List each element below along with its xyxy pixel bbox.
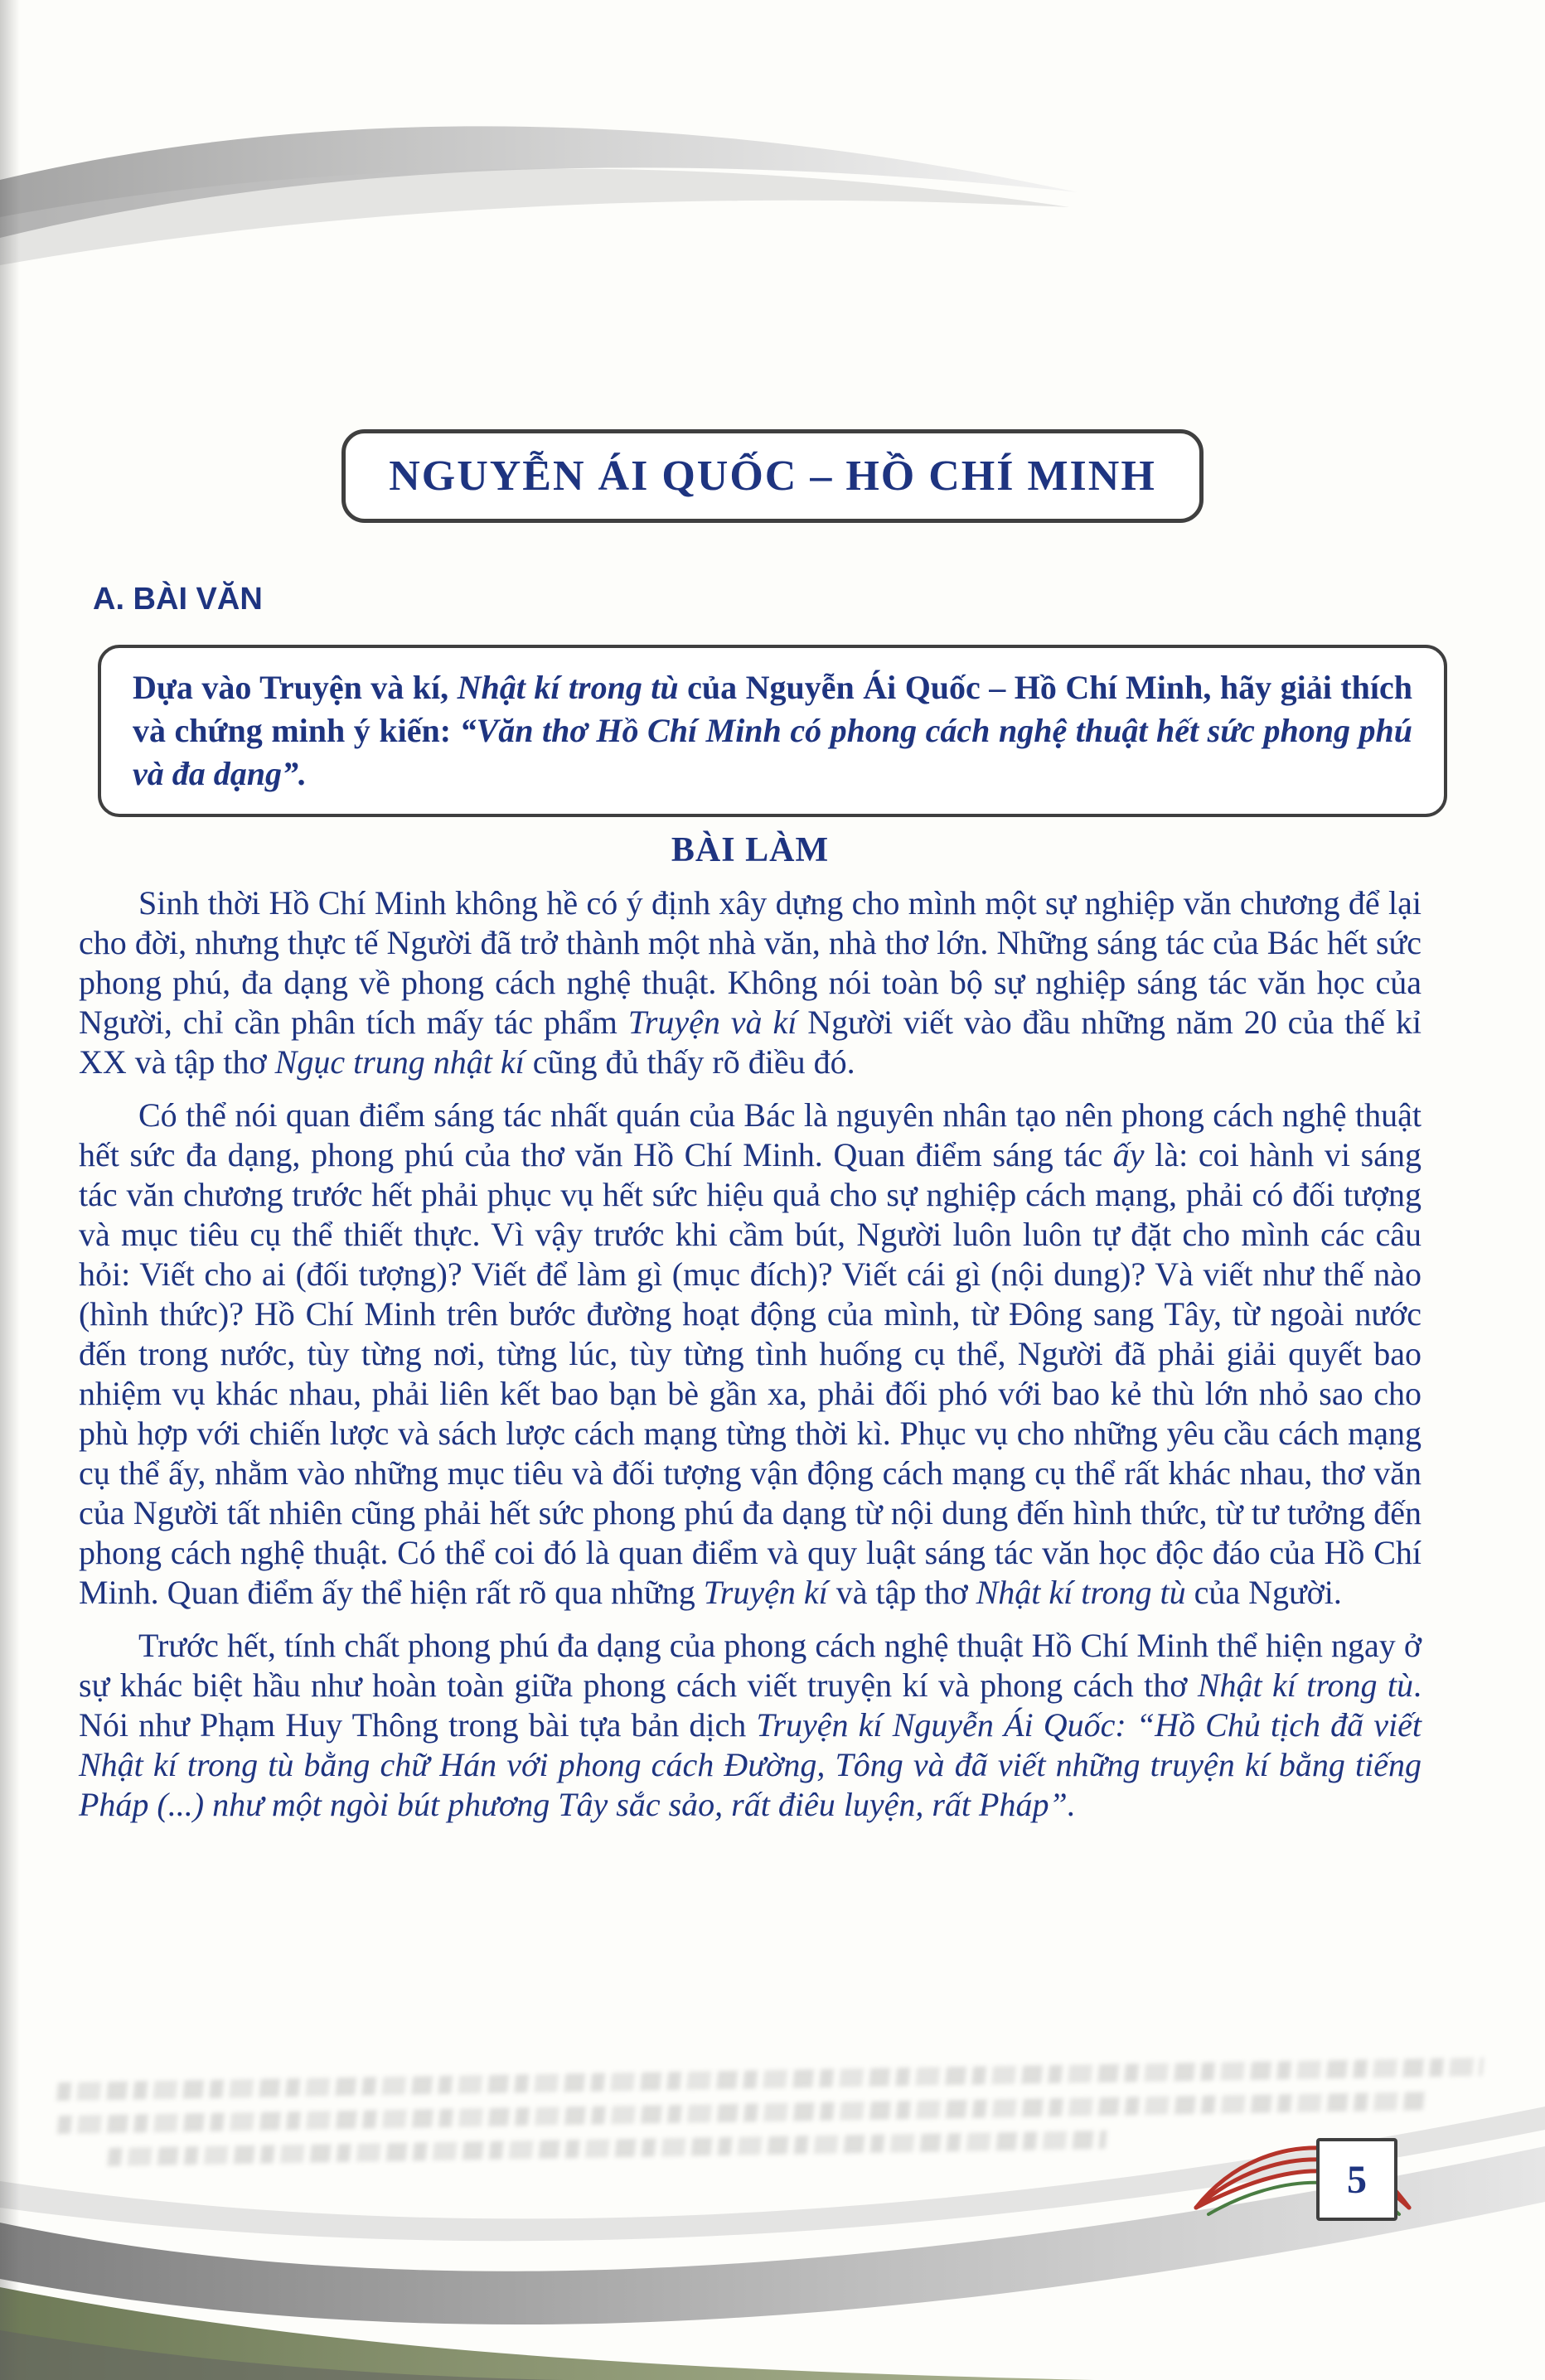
essay-paragraph: Trước hết, tính chất phong phú đa dạng của phong cách nghệ thuật Hồ Chí Minh thể hiện ngay ở sự khác biệt hầu như hoàn toàn giữa phong cách viết truyện kí và phong cách thơ Nhật kí trong tù. Nói như Phạm Huy Thông trong bài tựa bản dịch Truyện kí Nguyễn Ái Quốc: “Hồ Chủ tịch đã viết Nhật kí trong tù bằng chữ Hán với phong cách Đường, Tông và đã viết những truyện kí bằng tiếng Pháp (...) như một ngòi bút phương Tây sắc sảo, rất điêu luyện, rất Pháp”. [79, 1627, 1422, 1823]
essay-paragraph: Có thể nói quan điểm sáng tác nhất quán của Bác là nguyên nhân tạo nên phong cách nghệ thuật hết sức đa dạng, phong phú của thơ văn Hồ Chí Minh. Quan điểm sáng tác ấy là: coi hành vi sáng tác văn chương trước hết phải phục vụ hết sức hiệu quả cho sự nghiệp cách mạng, phải có đối tượng và mục tiêu cụ thể thiết thực. Vì vậy trước khi cầm bút, Người luôn luôn tự đặt cho mình các câu hỏi: Viết cho ai (đối tượng)? Viết để làm gì (mục đích)? Viết cái gì (nội dung)? Và viết như thế nào (hình thức)? Hồ Chí Minh trên bước đường hoạt động của mình, từ Đông sang Tây, từ ngoài nước đến trong nước, tùy từng nơi, từng lúc, tùy từng tình huống cụ thể, Người đã phải giải quyết bao nhiệm vụ khác nhau, phải liên kết bao bạn bè gần xa, phải đối phó với bao kẻ thù lớn nhỏ sao cho phù hợp với chiến lược và sách lược cách mạng từng thời kì. Phục vụ cho những yêu cầu cách mạng cụ thể ấy, nhằm vào những mục tiêu và đối tượng vận động cách mạng cụ thể rất khác nhau, thơ văn của Người tất nhiên cũng phải hết sức phong phú đa dạng từ nội dung đến hình thức, từ tư tưởng đến phong cách nghệ thuật. Có thể coi đó là quan điểm và quy luật sáng tác văn học độc đáo của Hồ Chí Minh. Quan điểm ấy thể hiện rất rõ qua những Truyện kí và tập thơ Nhật kí trong tù của Người. [79, 1096, 1421, 1611]
essay-prompt-text: Dựa vào Truyện và kí, Nhật kí trong tù của Nguyễn Ái Quốc – Hồ Chí Minh, hãy giải thích và chứng minh ý kiến: “Văn thơ Hồ Chí Minh có phong cách nghệ thuật hết sức phong phú và đa dạng”. [133, 669, 1413, 792]
essay-prompt-box [98, 645, 1447, 817]
chapter-title: NGUYỄN ÁI QUỐC – HỒ CHÍ MINH [389, 452, 1156, 500]
bai-lam-heading: BÀI LÀM [671, 831, 830, 869]
essay-paragraph: Sinh thời Hồ Chí Minh không hề có ý định xây dựng cho mình một sự nghiệp văn chương để lại cho đời, nhưng thực tế Người đã trở thành một nhà văn, nhà thơ lớn. Những sáng tác của Bác hết sức phong phú, đa dạng về phong cách nghệ thuật. Không nói toàn bộ sự nghiệp sáng tác văn học của Người, chỉ cần phân tích mấy tác phẩm Truyện và kí Người viết vào đầu những năm 20 của thế kỉ XX và tập thơ Ngục trung nhật kí cũng đủ thấy rõ điều đó. [79, 884, 1422, 1081]
page-number: 5 [1316, 2138, 1397, 2221]
essay-body [79, 830, 1421, 1838]
section-a-heading: A. BÀI VĂN [93, 582, 263, 617]
top-swoosh-decoration [0, 93, 1243, 341]
chapter-title-box [341, 429, 1204, 523]
page-spine-shadow [0, 0, 20, 2380]
